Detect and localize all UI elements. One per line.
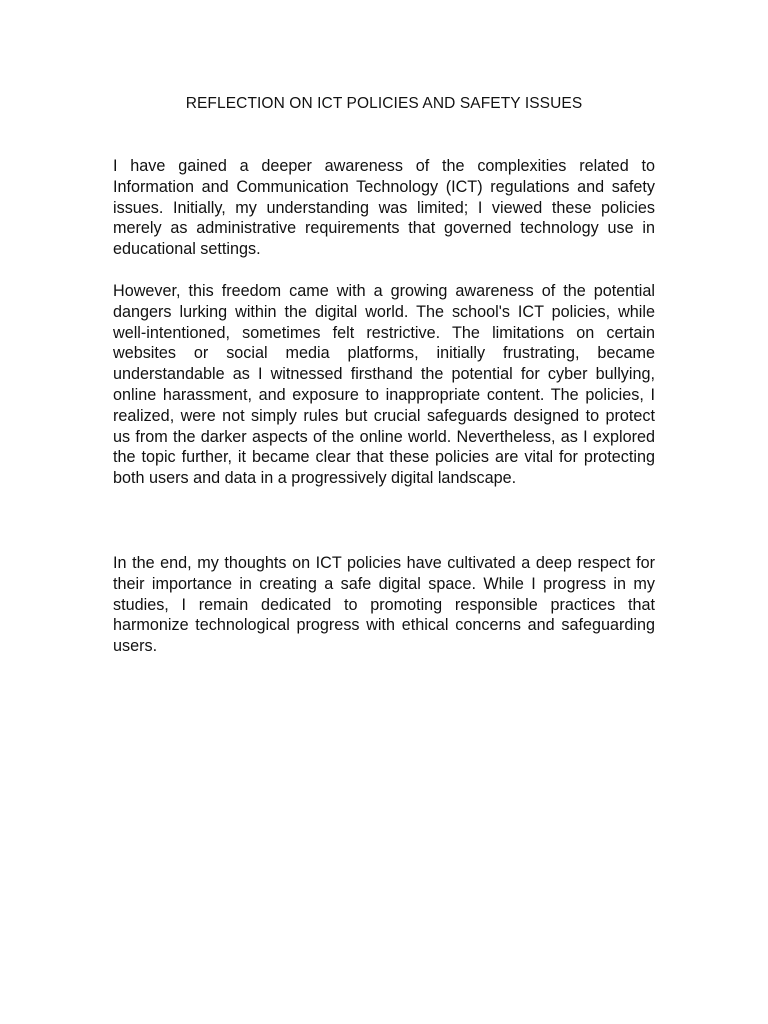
paragraph-intro: I have gained a deeper awareness of the complexities related to Information and Communication Technology (ICT) regulations and safety issues. Initially, my understanding was limited; I viewed these policies merely as administrative requirements that governed technology use in educational settings. — [113, 157, 655, 259]
document-title: REFLECTION ON ICT POLICIES AND SAFETY ISSUES — [185, 95, 583, 112]
paragraph-conclusion: In the end, my thoughts on ICT policies have cultivated a deep respect for their importance in creating a safe digital space. While I progress in my studies, I remain dedicated to promoting responsible practices that harmonize technological progress with ethical concerns and safeguarding users. — [113, 554, 655, 656]
paragraph-body: However, this freedom came with a growing awareness of the potential dangers lurking within the digital world. The school's ICT policies, while well-intentioned, sometimes felt restrictive. The limitations on certain websites or social media platforms, initially frustrating, became understandable as I witnessed firsthand the potential for cyber bullying, online harassment, and exposure to inappropriate content. The policies, I realized, were not simply rules but crucial safeguards designed to protect us from the darker aspects of the online world. Nevertheless, as I explored the topic further, it became clear that these policies are vital for protecting both users and data in a progressively digital landscape. — [113, 282, 655, 488]
